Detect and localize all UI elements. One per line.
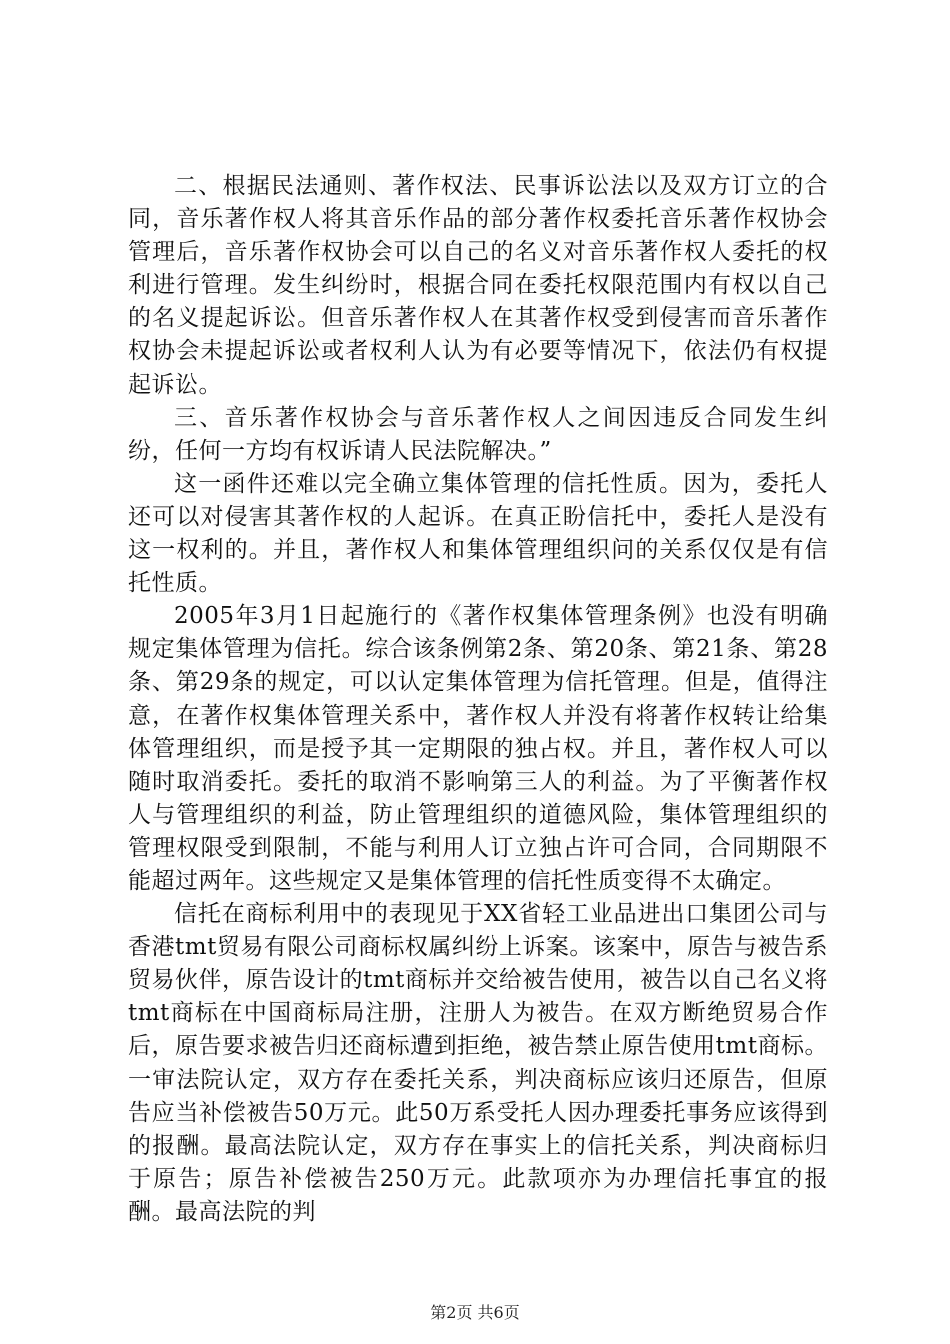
paragraph-regulation-2005: 2005年3月1日起施行的《著作权集体管理条例》也没有明确规定集体管理为信托。综合该条例第2条、第20条、第21条、第28条、第29条的规定，可以认定集体管理为信托管理。但是，值得注意，在著作权集体管理关系中，著作权人并没有将著作权转让给集体管理组织，而是授予其一定期限的独占权。并且，著作权人可以随时取消委托。委托的取消不影响第三人的利益。为了平衡著作权人与管理组织的利益，防止管理组织的道德风险，集体管理组织的管理权限受到限制，不能与利用人订立独占许可合同，合同期限不能超过两年。这些规定又是集体管理的信托性质变得不太确定。 xyxy=(128,603,828,894)
paragraph-trademark-case: 信托在商标利用中的表现见于XX省轻工业品进出口集团公司与香港tmt贸易有限公司商标权属纠纷上诉案。该案中，原告与被告系贸易伙伴，原告设计的tmt商标并交给被告使用，被告以自己名义将tmt商标在中国商标局注册，注册人为被告。在双方断绝贸易合作后，原告要求被告归还商标遭到拒绝，被告禁止原告使用tmt商标。一审法院认定，双方存在委托关系，判决商标应该归还原告，但原告应当补偿被告50万元。此50万系受托人因办理委托事务应该得到的报酬。最高法院认定，双方存在事实上的信托关系，判决商标归于原告；原告补偿被告250万元。此款项亦为办理信托事宜的报酬。最高法院的判 xyxy=(128,901,828,1225)
page-footer: 第2页 共6页 xyxy=(430,1303,520,1322)
document-body xyxy=(128,170,828,1229)
paragraph-letter-analysis: 这一函件还难以完全确立集体管理的信托性质。因为，委托人还可以对侵害其著作权的人起诉。在真正盼信托中，委托人是没有这一权利的。并且，著作权人和集体管理组织问的关系仅仅是有信托性质。 xyxy=(128,470,828,597)
paragraph-clause-two: 二、根据民法通则、著作权法、民事诉讼法以及双方订立的合同，音乐著作权人将其音乐作品的部分著作权委托音乐著作权协会管理后，音乐著作权协会可以自己的名义对音乐著作权人委托的权利进行管理。发生纠纷时，根据合同在委托权限范围内有权以自己的名义提起诉讼。但音乐著作权人在其著作权受到侵害而音乐著作权协会未提起诉讼或者权利人认为有必要等情况下，依法仍有权提起诉讼。 xyxy=(128,173,828,398)
paragraph-clause-three: 三、音乐著作权协会与音乐著作权人之间因违反合同发生纠纷，任何一方均有权诉请人民法院解决。” xyxy=(128,404,828,464)
